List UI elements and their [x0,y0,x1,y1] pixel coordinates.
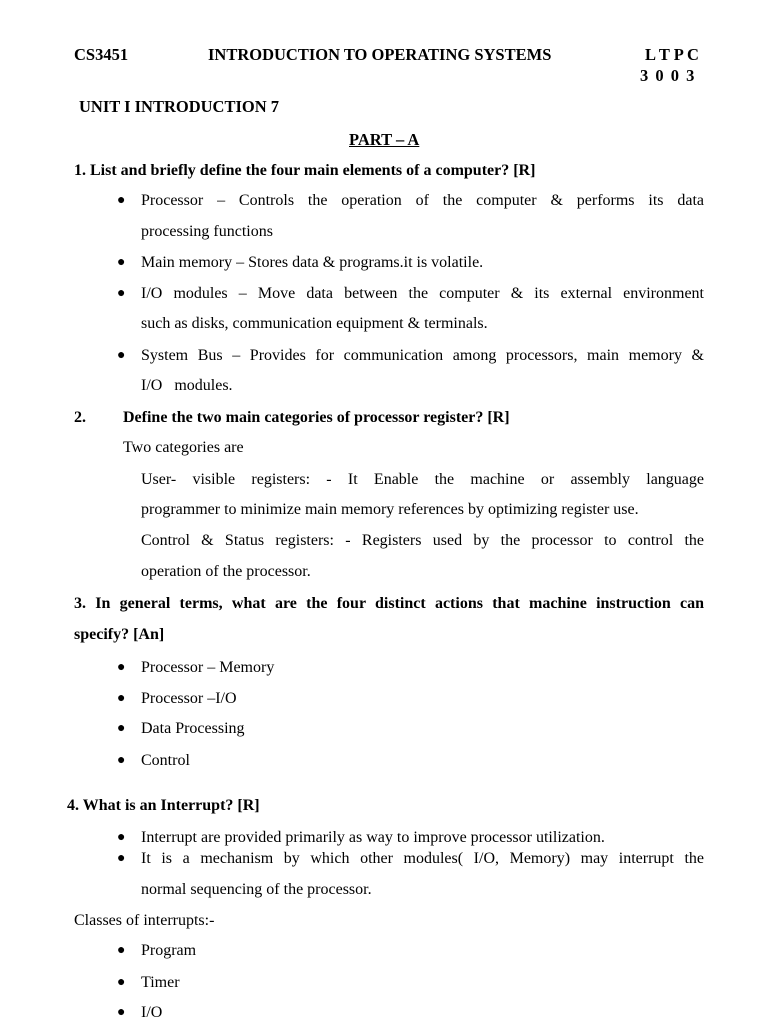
bullet-icon: ● [117,348,126,363]
bullet-icon: ● [117,691,126,706]
q1-item-2-line-1: Main memory – Stores data & programs.it is volatile. [141,254,484,271]
q1-item-1-line-2: processing functions [141,223,273,240]
q1-item-4-line-2: I/O modules. [141,377,233,394]
q4-item-1-line-1: Interrupt are provided primarily as way to improve processor utilization. [141,829,605,846]
q1-item-4-line-1: System Bus – Provides for communication among processors, main memory & [141,347,704,364]
bullet-icon: ● [117,830,126,845]
q4-item-2-line-1: It is a mechanism by which other modules( I/O, Memory) may interrupt the [141,850,704,867]
q1-item-1-line-1: Processor – Controls the operation of the computer & performs its data [141,192,704,209]
q3-item-1: Processor – Memory [141,659,275,676]
q4-item-2-line-2: normal sequencing of the processor. [141,881,372,898]
bullet-icon: ● [117,1005,126,1020]
interrupt-class-1: Program [141,942,197,959]
ltpc-label: L T P C [645,45,699,64]
interrupt-classes-label: Classes of interrupts:- [74,912,215,929]
course-title: INTRODUCTION TO OPERATING SYSTEMS [208,45,552,64]
question-2-number: 2. [74,409,86,426]
bullet-icon: ● [117,193,126,208]
bullet-icon: ● [117,851,126,866]
q1-item-3-line-1: I/O modules – Move data between the computer & its external environment [141,285,704,302]
unit-title: UNIT I INTRODUCTION 7 [79,97,280,116]
question-3-line-2: specify? [An] [74,626,165,643]
bullet-icon: ● [117,943,126,958]
q3-item-4: Control [141,752,190,769]
q2-item-1-line-1: User- visible registers: - It Enable the machine or assembly language [141,471,704,488]
interrupt-class-3: I/O [141,1004,163,1021]
q2-item-1-line-2: programmer to minimize main memory references by optimizing register use. [141,501,639,518]
bullet-icon: ● [117,721,126,736]
bullet-icon: ● [117,975,126,990]
q3-item-2: Processor –I/O [141,690,237,707]
question-4: 4. What is an Interrupt? [R] [67,797,260,814]
question-3-line-1: 3. In general terms, what are the four distinct actions that machine instruction can [74,595,704,612]
q1-item-3-line-2: such as disks, communication equipment & terminals. [141,315,488,332]
interrupt-class-2: Timer [141,974,180,991]
course-code: CS3451 [74,45,129,64]
q2-item-2-line-1: Control & Status registers: - Registers used by the processor to control the [141,532,704,549]
bullet-icon: ● [117,286,126,301]
q2-item-2-line-2: operation of the processor. [141,563,311,580]
question-1: 1. List and briefly define the four main elements of a computer? [R] [74,162,536,179]
part-title: PART – A [349,130,420,149]
bullet-icon: ● [117,255,126,270]
q3-item-3: Data Processing [141,720,245,737]
question-2: Define the two main categories of processor register? [R] [123,409,510,426]
bullet-icon: ● [117,660,126,675]
bullet-icon: ● [117,753,126,768]
q2-intro: Two categories are [123,439,244,456]
ltpc-values: 3 0 0 3 [640,66,695,85]
